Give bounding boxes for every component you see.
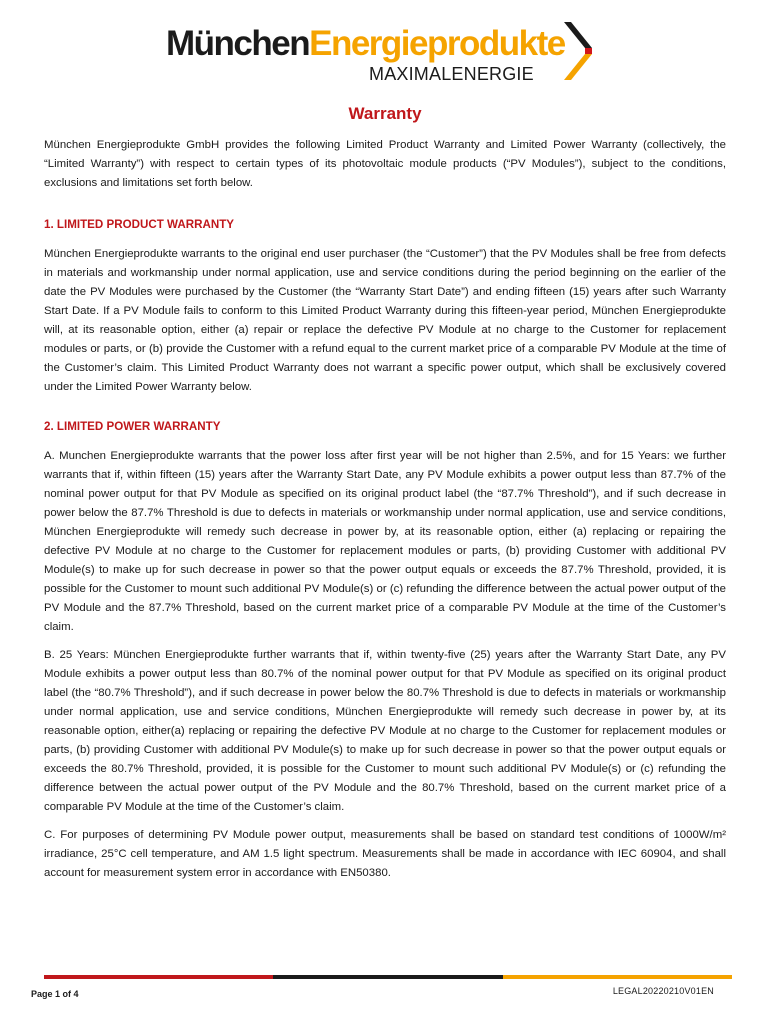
page-title: Warranty — [348, 104, 422, 123]
logo-chevron-icon — [562, 20, 594, 82]
power-warranty-paragraph-c: C. For purposes of determining PV Module power output, measurements shall be based on standard test conditions of 1000W/m² irradiance, 25°C cell temperature, and AM 1.5 light spectrum. Measurements shall be made in accordance with IEC 60904, and shall account for measurement system error in accordance with EN50380. — [44, 829, 726, 879]
footer-color-bar — [44, 975, 732, 979]
document-code: LEGAL20220210V01EN — [612, 986, 714, 996]
section-heading-product-warranty: 1. LIMITED PRODUCT WARRANTY — [44, 218, 235, 231]
power-warranty-paragraph-b: B. 25 Years: München Energieprodukte further warrants that if, within twenty-five (25) years after the Warranty Start Date, any PV Module exhibits a power output less than 80.7% of the nominal power output for that PV Module as specified on its original product label (the “80.7% Threshold”), and if such decrease in power below the 80.7% Threshold is due to defects in materials or workmanship under normal application, use and service conditions, München Energieprodukte will remedy such decrease in power by, at its reasonable option, either(a) replacing or repairing the defective PV Module at no charge to the Customer for replacement modules or parts, (b) providing Customer with additional PV Module(s) to make up for such decrease in power so that the power output equals or exceeds the 80.7% Threshold, provided, it is possible for the Customer to mount such additional PV Module(s) or (c) refunding the difference between the actual power output of the PV Module and the 80.7% Threshold, based on the current market price of a comparable PV Module at the time of the Customer’s claim. — [44, 649, 726, 813]
logo-tagline: MAXIMALENERGIE — [369, 64, 534, 84]
product-warranty-paragraph: München Energieprodukte warrants to the original end user purchaser (the “Customer”) that the PV Modules shall be free from defects in materials and workmanship under normal application, use and service conditions during the period beginning on the earlier of the date the PV Modules were purchased by the Customer (the “Warranty Start Date”) and ending fifteen (15) years after such Warranty Start Date. If a PV Module fails to conform to this Limited Product Warranty during this fifteen-year period, München Energieprodukte will, at its reasonable option, either (a) repair or replace the defective PV Module at no charge to the Customer for replacement modules or parts, or (b) provide the Customer with a refund equal to the current market price of a comparable PV Module at the time of the Customer’s claim. This Limited Product Warranty does not warrant a specific power output, which shall be exclusively covered under the Limited Power Warranty below. — [44, 248, 726, 393]
footer-bar-gold — [503, 975, 732, 979]
intro-paragraph: München Energieprodukte GmbH provides the following Limited Product Warranty and Limited Power Warranty (collectively, the “Limited Warranty”) with respect to certain types of its photovoltaic module products (“PV Modules”), subject to the conditions, exclusions and limitations set forth below. — [44, 139, 726, 189]
logo-wordmark — [166, 26, 565, 61]
footer-bar-red — [44, 975, 273, 979]
document-body — [44, 104, 726, 892]
power-warranty-paragraph-a: A. Munchen Energieprodukte warrants that the power loss after first year will be not higher than 2.5%, and for 15 Years: we further warrants that if, within fifteen (15) years after the Warranty Start Date, any PV Module exhibits a power output less than 87.7% of the nominal power output for that PV Module as specified on its original product label (the “87.7% Threshold”), and if such decrease in power below the 87.7% Threshold is due to defects in materials or workmanship under normal application, use and service conditions, München Energieprodukte will remedy such decrease in power by, at its reasonable option, either (a) replacing or repairing the defective PV Module at no charge to the Customer for replacement modules or parts, (b) providing Customer with additional PV Module(s) to make up for such decrease in power so that the power output equals or exceeds the 87.7% Threshold, provided, it is possible for the Customer to mount such additional PV Module(s) or (c) refunding the difference between the actual power output of the PV Module and the 87.7% Threshold, based on the current market price of a comparable PV Module at the time of the Customer’s claim. — [44, 450, 726, 633]
logo — [166, 18, 606, 88]
footer-bar-black — [273, 975, 502, 979]
logo-brand-part2: Energieprodukte — [309, 24, 565, 63]
section-heading-power-warranty: 2. LIMITED POWER WARRANTY — [44, 420, 221, 433]
logo-brand-part1: München — [166, 24, 310, 63]
page-number: Page 1 of 4 — [31, 989, 79, 999]
